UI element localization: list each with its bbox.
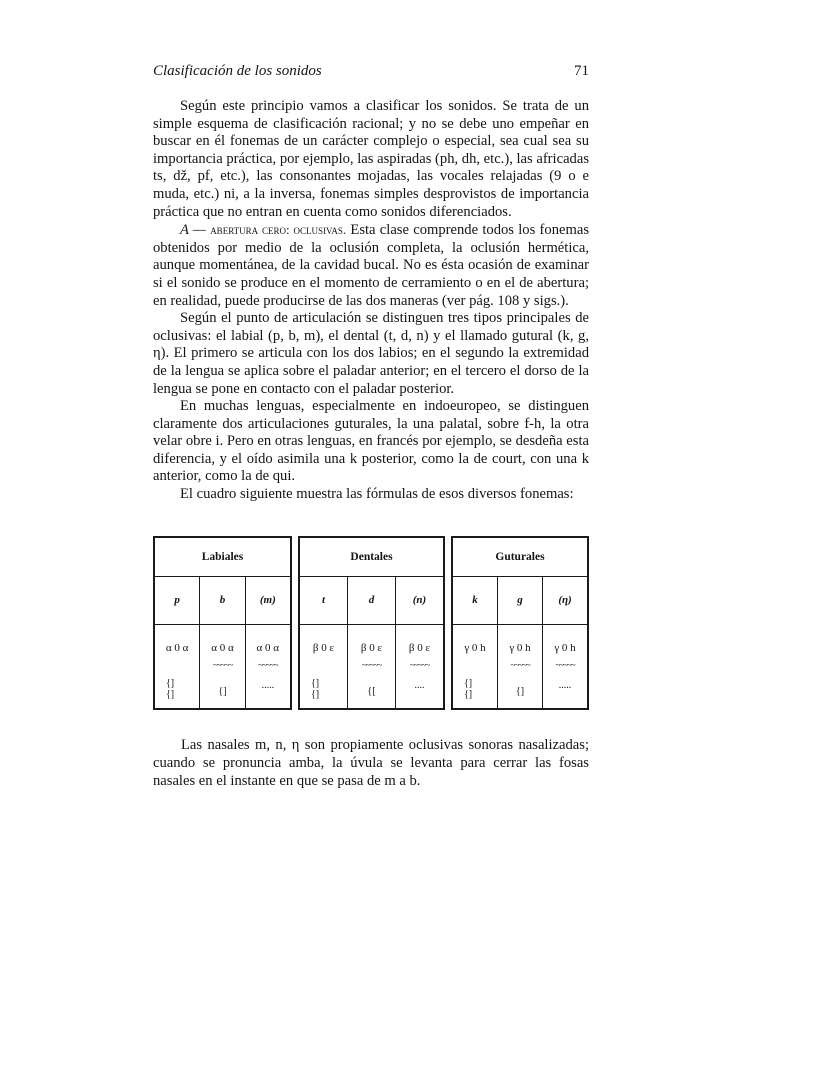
row-divider xyxy=(498,624,542,625)
phoneme-symbol: b xyxy=(219,594,226,606)
table-column xyxy=(347,576,395,708)
phoneme-symbol: g xyxy=(517,594,523,606)
table-column xyxy=(245,576,290,708)
paragraph: Según este principio vamos a clasificar los sonidos. Se trata de un simple esquema de clasificación racional; y no se debe uno empeñar en buscar en él fonemas de un carácter complejo o especial, sea cual sea su importancia práctica, por ejemplo, las aspiradas (ph, dh, etc.), las africadas ts, dž, pf, etc.), las consonantes mojadas, las vocales relajadas (9 o e muda, etc.) ni, a la inversa, fonemas simples desprovistos de importancia práctica que no entran en cuenta como sonidos diferenciados. xyxy=(153,98,590,220)
phoneme-symbol: (n) xyxy=(412,594,427,606)
paragraph: Según el punto de articulación se distinguen tres tipos principales de oclusivas: el labial (p, b, m), el dental (t, d, n) y el llamado gutural (k, g, η). El primero se articula con los dos labios; en el segundo la extremidad de la lengua se aplica sobre el paladar anterior; en el tercero el dorso de la lengua se pone en contacto con el paladar posterior. xyxy=(153,310,589,397)
table-column xyxy=(395,576,443,708)
body-text-after-table xyxy=(153,736,589,790)
group-header: Labiales xyxy=(155,538,290,577)
voicing-mark: ~~~~~ xyxy=(555,660,575,670)
nasal-dots: ..... xyxy=(261,680,275,691)
phoneme-formula: β 0 ε xyxy=(312,642,335,654)
phoneme-formula: β 0 ε xyxy=(360,642,383,654)
phoneme-formula: γ 0 h xyxy=(554,642,576,654)
table-column xyxy=(199,576,244,708)
table-group xyxy=(298,536,445,710)
phoneme-symbol: k xyxy=(472,594,478,606)
running-title: Clasificación de los sonidos xyxy=(153,63,322,79)
row-divider xyxy=(200,624,244,625)
phoneme-formula-table xyxy=(153,536,589,712)
section-letter: A — xyxy=(180,222,211,239)
group-header: Guturales xyxy=(453,538,587,577)
table-column xyxy=(453,576,497,708)
row-divider xyxy=(300,624,347,625)
row-divider xyxy=(246,624,290,625)
row-divider xyxy=(543,624,587,625)
body-text xyxy=(153,98,589,504)
section-heading: abertura cero: oclusivas. xyxy=(210,222,347,238)
closure-bracket: {] xyxy=(515,686,525,697)
running-header xyxy=(153,63,589,85)
phoneme-formula: α 0 α xyxy=(256,642,280,654)
table-column xyxy=(542,576,587,708)
paragraph: En muchas lenguas, especialmente en indoeuropeo, se distinguen claramente dos articulaciones guturales, la una palatal, sobre f-h, la otra velar obre i. Pero en otras lenguas, en francés por ejemplo, se desdeña esta diferencia, y el oído asimila una k posterior, como la de court, con una k anterior, como la de qui. xyxy=(153,398,589,485)
closure-bracket: {] xyxy=(218,686,227,697)
table-column xyxy=(300,576,347,708)
voicing-mark: ~~~~~ xyxy=(212,660,233,670)
row-divider xyxy=(453,624,497,625)
table-group xyxy=(153,536,292,710)
phoneme-symbol: (m) xyxy=(259,594,276,606)
phoneme-symbol: (η) xyxy=(558,594,572,606)
voicing-mark: ~~~~~ xyxy=(258,660,278,670)
phoneme-symbol: p xyxy=(174,594,180,606)
table-group xyxy=(451,536,589,710)
page-number: 71 xyxy=(574,63,589,79)
paragraph xyxy=(153,221,589,310)
row-divider xyxy=(396,624,443,625)
phoneme-symbol: t xyxy=(321,594,326,606)
closure-bracket: {] {] xyxy=(311,678,320,700)
closure-bracket: {] {] xyxy=(166,678,175,700)
voicing-mark: ~~~~~ xyxy=(409,660,430,670)
phoneme-formula: β 0 ε xyxy=(408,642,431,654)
voicing-mark: ~~~~~ xyxy=(361,660,382,670)
closure-bracket: {] {] xyxy=(464,678,473,700)
nasal-dots: ..... xyxy=(558,680,572,691)
paragraph-text: Esta clase comprende todos los fonemas obtenidos por medio de la oclusión completa, la oclusión hermética, aunque momentánea, de la cavidad bucal. No es ésta ocasión de examinar si el sonido se produce en el momento de cerramiento o en el de abertura; en realidad, puede producirse de las dos maneras (ver pág. 108 y sigs.). xyxy=(153,222,589,309)
phoneme-symbol: d xyxy=(368,594,375,606)
row-divider xyxy=(348,624,395,625)
voicing-mark: ~~~~~ xyxy=(510,660,530,670)
phoneme-formula: γ 0 h xyxy=(509,642,531,654)
paragraph: El cuadro siguiente muestra las fórmulas de esos diversos fonemas: xyxy=(180,486,574,503)
phoneme-formula: α 0 α xyxy=(165,642,189,654)
closure-bracket: {[ xyxy=(367,686,376,697)
phoneme-formula: α 0 α xyxy=(211,642,234,654)
group-header: Dentales xyxy=(300,538,443,577)
paragraph: Las nasales m, n, η son propiamente oclusivas sonoras nasalizadas; cuando se pronuncia amba, la úvula se levanta para cerrar las fosas nasales en el instante en que se pasa de m a b. xyxy=(153,737,589,789)
nasal-dots: .... xyxy=(414,680,425,691)
row-divider xyxy=(155,624,199,625)
table-column xyxy=(155,576,199,708)
phoneme-formula: γ 0 h xyxy=(464,642,486,654)
table-column xyxy=(497,576,542,708)
